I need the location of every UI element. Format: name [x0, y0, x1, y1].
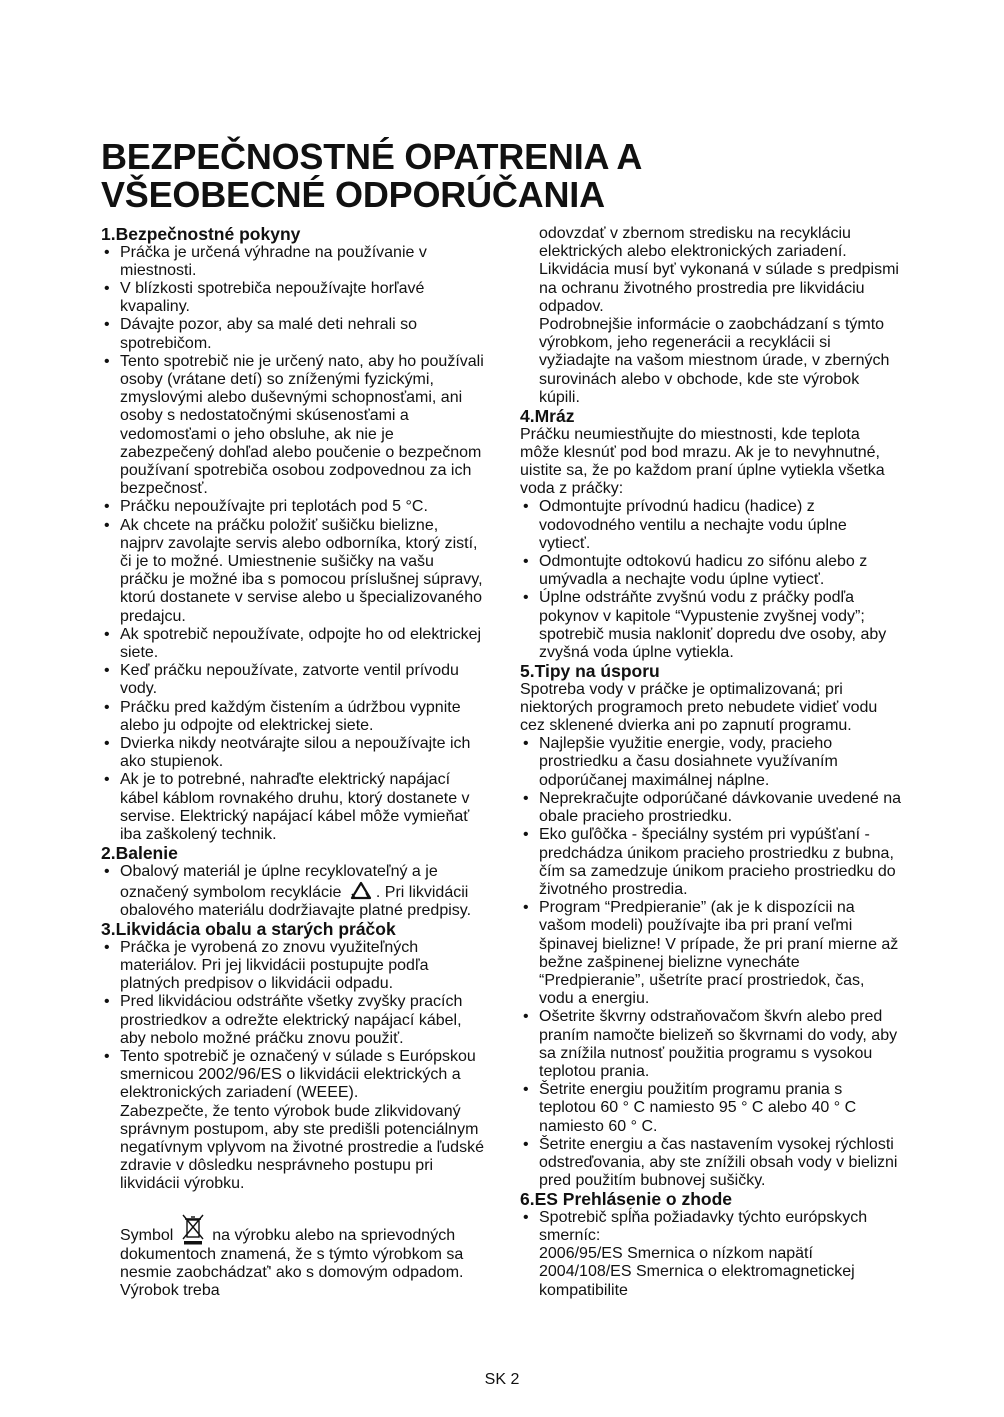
list-item: • Najlepšie využitie energie, vody, pracieho prostriedku a času dosiahnete využívaním odporúčanej maximálnej náplne.	[520, 735, 902, 790]
list-item: • Ak je to potrebné, nahraďte elektrický napájací kábel káblom rovnakého druhu, ktorý dostanete v servise. Elektrický napájací kábel môže vymieňať iba zaškolený technik.	[101, 771, 486, 844]
section-heading-safety: 1.Bezpečnostné pokyny	[101, 224, 301, 244]
list-item: • Tento spotrebič nie je určený nato, aby ho používali osoby (vrátane detí) so zníženými fyzickými, zmyslovými alebo duševnými schopnosťami, ani osoby s nedostatočnými skúsenosťami a vedomosťami o jeho obsluhe, ak nie je zabezpečený dohľad alebo poučenie o bezpečnom používaní spotrebiča osobou zodpovednou za ich bezpečnosť.	[101, 353, 486, 499]
list-item: • Tento spotrebič je označený v súlade s Európskou smernicou 2002/96/ES o likvidácii elektrických a elektronických zariadení (WEEE).	[101, 1048, 486, 1103]
list-item: • Práčka je vyrobená zo znovu využiteľných materiálov. Pri jej likvidácii postupujte podľa platných predpisov o likvidácii odpadu.	[101, 939, 486, 994]
list-item: • V blízkosti spotrebiča nepoužívajte horľavé kvapaliny.	[101, 280, 486, 316]
list-item: • Dvierka nikdy neotvárajte silou a nepoužívajte ich ako stupienok.	[101, 735, 486, 771]
section-heading-disposal: 3.Likvidácia obalu a starých práčok	[101, 919, 396, 940]
frost-list	[520, 498, 902, 662]
title-line-1: BEZPEČNOSTNÉ OPATRENIA A	[101, 136, 643, 177]
safety-list	[101, 244, 486, 845]
list-item: • Program “Predpieranie” (ak je k dispozícii na vašom modeli) používajte iba pri praní veľmi špinavej bielizne! V prípade, že pri praní mierne až bežne zašpinenej bielizne vynecháte “Predpieranie”, ušetríte prací prostriedok, čas, vodu a energiu.	[520, 899, 902, 1008]
list-item: • Keď práčku nepoužívate, zatvorte ventil prívodu vody.	[101, 662, 486, 698]
list-item: • Práčku nepoužívajte pri teplotách pod 5 °C.	[101, 498, 486, 516]
list-item: • Eko guľôčka - špeciálny systém pri vypúšťaní - predchádza únikom pracieho prostriedku z bubna, čím sa zamedzuje únikom pracieho prostriedku do životného prostredia.	[520, 826, 902, 899]
saving-list	[520, 735, 902, 1190]
page-title	[101, 138, 921, 214]
list-item: • Pred likvidáciou odstráňte všetky zvyšky pracích prostriedkov a odrežte elektrický napájací kábel, aby nebolo možné práčku znovu použiť.	[101, 993, 486, 1048]
left-column	[101, 225, 486, 1300]
section-heading-packaging: 2.Balenie	[101, 843, 178, 864]
recycle-icon	[346, 881, 376, 901]
packaging-text-after: . Pri likvidácii obalového materiálu dodržiavajte platné predpisy.	[120, 883, 472, 920]
disposal-continued: odovzdať v zbernom stredisku na recykláciu elektrických alebo elektronických zariadení.	[539, 225, 851, 261]
symbol-text-after: na výrobku alebo na sprievodných dokumentoch znamená, že s týmto výrobkom sa nesmie zaobchádzať' ako s domovým odpadom. Výrobok treba	[120, 1226, 464, 1300]
list-item: • Spotrebič spĺňa požiadavky týchto európskych smerníc:	[520, 1209, 902, 1245]
disposal-paragraph: Zabezpečte, že tento výrobok bude zlikvidovaný správnym postupom, aby ste predišli potenciálnym negatívnym vplyvom na životné prostredie a ľudské zdravie v dôsledku nesprávneho postupu pri likvidácii výrobku.	[120, 1102, 484, 1193]
disposal-paragraph-3: Podrobnejšie informácie o zaobchádzaní s týmto výrobkom, jeho regenerácii a recyklácii si vyžiadajte na vašom miestnom úrade, v zberných surovinách alebo v obchode, kde ste výrobok kúpili.	[539, 316, 890, 406]
list-item: • Ak spotrebič nepoužívate, odpojte ho od elektrickej siete.	[101, 626, 486, 662]
crossed-out-bin-icon	[178, 1212, 208, 1246]
list-item: • Odmontujte odtokovú hadicu zo sifónu alebo z umývadla a nechajte vodu úplne vytiecť.	[520, 553, 902, 589]
saving-intro: Spotreba vody v práčke je optimalizovaná; pri niektorých programoch preto nebudete vidieť vodu cez sklenené dvierka ani po zapnutí programu.	[520, 680, 878, 735]
list-item: • Ak chcete na práčku položiť sušičku bielizne, najprv zavolajte servis alebo odborníka, ktorý zistí, či je to možné. Umiestnenie sušičky na vašu práčku je možné iba s pomocou príslušnej súpravy, ktorú dostanete v servise alebo u špecializovaného predajcu.	[101, 517, 486, 626]
list-item: • Práčka je určená výhradne na používanie v miestnosti.	[101, 244, 486, 280]
list-item	[101, 863, 486, 921]
section-heading-frost: 4.Mráz	[520, 406, 575, 427]
list-item: • Odmontujte prívodnú hadicu (hadice) z vodovodného ventilu a nechajte vodu úplne vytiecť.	[520, 498, 902, 553]
list-item: • Ošetrite škvrny odstraňovačom škvŕn alebo pred praním namočte bielizeň so škvrnami do vody, aby sa znížila nutnosť použitia programu s vysokou teplotou prania.	[520, 1008, 902, 1081]
section-heading-declaration: 6.ES Prehlásenie o zhode	[520, 1189, 733, 1210]
symbol-paragraph	[101, 1212, 486, 1301]
title-line-2: VŠEOBECNÉ ODPORÚČANIA	[101, 174, 605, 215]
list-item: • Práčku pred každým čistením a údržbou vypnite alebo ju odpojte od elektrickej siete.	[101, 699, 486, 735]
right-column	[520, 225, 902, 1300]
symbol-text-before: Symbol	[120, 1226, 174, 1244]
packaging-text-before: Obalový materiál je úplne recyklovateľný a je označený symbolom recyklácie	[120, 862, 438, 901]
directive-line-1: 2006/95/ES Smernica o nízkom napätí	[539, 1245, 813, 1263]
list-item: • Neprekračujte odporúčané dávkovanie uvedené na obale pracieho prostriedku.	[520, 790, 902, 826]
packaging-list	[101, 863, 486, 921]
list-item: • Úplne odstráňte zvyšnú vodu z práčky podľa pokynov v kapitole “Vypustenie zvyšnej vody”; spotrebič musia nakloniť dopredu dve osoby, aby zvyšná voda úplne vytiekla.	[520, 589, 902, 662]
disposal-paragraph-2: Likvidácia musí byť vykonaná v súlade s predpismi na ochranu životného prostredia pre likvidáciu odpadov.	[539, 261, 899, 315]
section-heading-saving: 5.Tipy na úsporu	[520, 661, 660, 682]
page-number: SK 2	[484, 1371, 520, 1388]
directive-line-2: 2004/108/ES Smernica o elektromagnetickej kompatibilite	[539, 1263, 855, 1299]
list-item: • Dávajte pozor, aby sa malé deti nehrali so spotrebičom.	[101, 316, 486, 352]
list-item: • Šetrite energiu a čas nastavením vysokej rýchlosti odstreďovania, aby ste znížili obsah vody v bielizni pred použitím bubnovej sušičky.	[520, 1136, 902, 1191]
declaration-list	[520, 1209, 902, 1245]
disposal-list	[101, 939, 486, 1103]
list-item: • Šetrite energiu použitím programu prania s teplotou 60 ° C namiesto 95 ° C alebo 40 ° C namiesto 60 ° C.	[520, 1081, 902, 1136]
frost-intro: Práčku neumiestňujte do miestnosti, kde teplota môže klesnúť pod bod mrazu. Ak je to nevyhnutné, uistite sa, že po každom praní úplne vytiekla všetka voda z práčky:	[520, 425, 885, 498]
